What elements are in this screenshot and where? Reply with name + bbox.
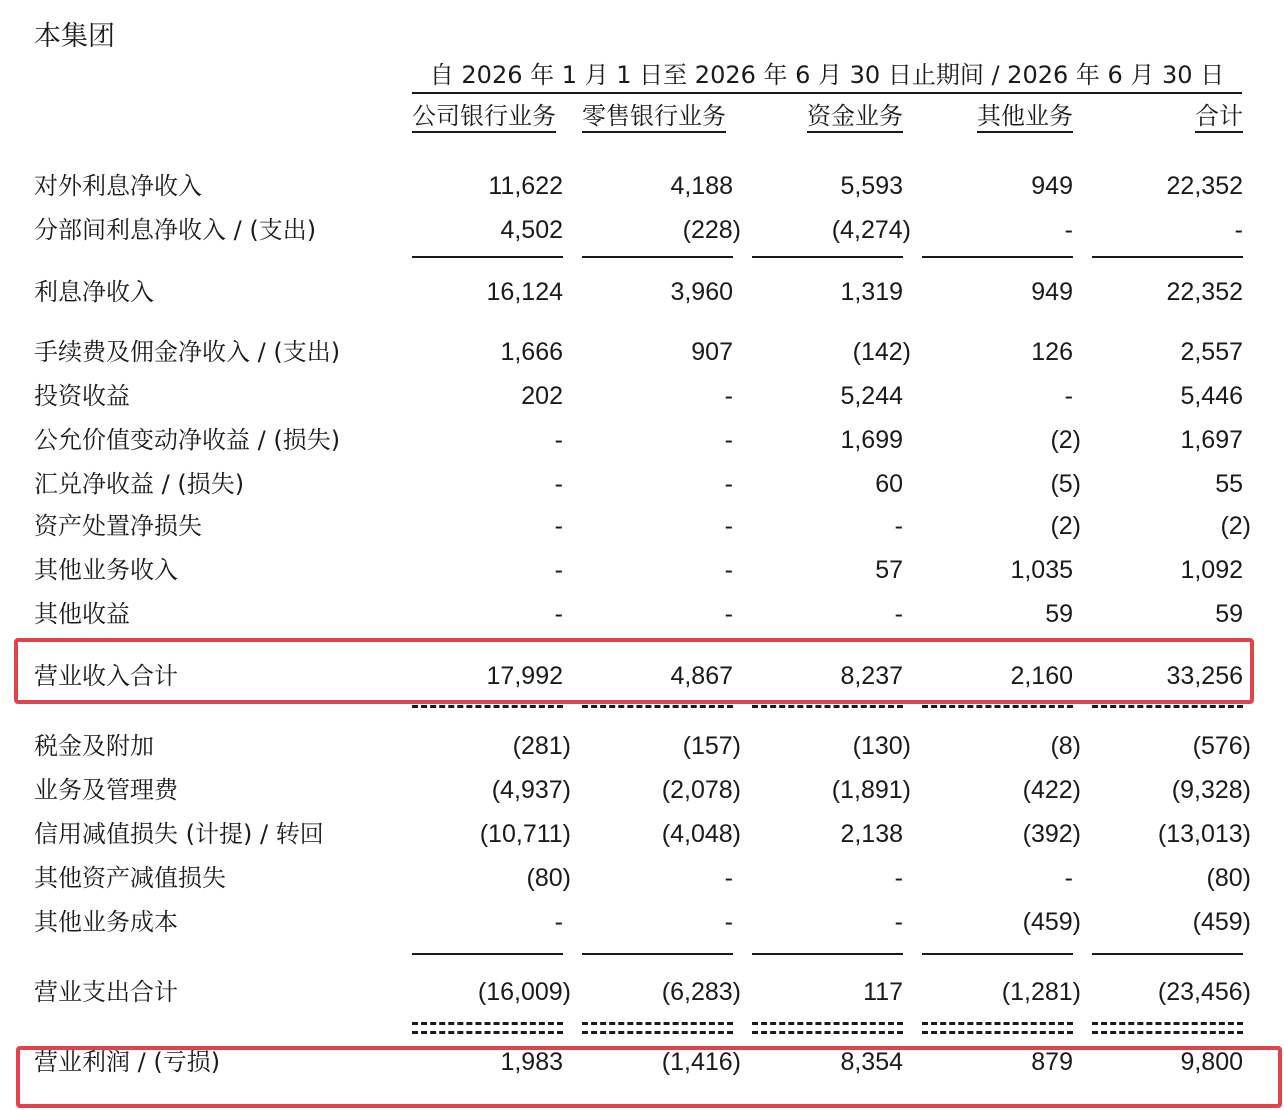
cell-value: 1,699	[840, 426, 903, 454]
cell-value: (16,009)	[477, 978, 571, 1006]
table-row	[0, 168, 1284, 204]
cell-value: (5)	[1050, 470, 1081, 498]
cell-value: -	[1064, 216, 1073, 244]
cell-value: (23,456)	[1157, 978, 1251, 1006]
row-label: 营业利润 / (亏损)	[34, 1048, 221, 1076]
cell-value: 2,160	[1010, 662, 1073, 690]
table-row	[0, 466, 1284, 502]
row-label: 分部间利息净收入 / (支出)	[34, 216, 317, 244]
cell-value: 2,557	[1180, 338, 1243, 366]
cell-value: -	[724, 556, 733, 584]
table-row	[0, 552, 1284, 588]
total-double-rule	[922, 705, 1073, 708]
cell-value: -	[724, 600, 733, 628]
cell-value: 1,983	[500, 1048, 563, 1076]
period-header: 自 2026 年 1 月 1 日至 2026 年 6 月 30 日止期间 / 2026 年 6 月 30 日	[412, 60, 1242, 94]
cell-value: -	[724, 864, 733, 892]
header-other-business: 其他业务	[922, 100, 1073, 132]
cell-value: -	[554, 600, 563, 628]
cell-value: (576)	[1192, 732, 1251, 760]
cell-value: (80)	[526, 864, 571, 892]
cell-value: (281)	[512, 732, 571, 760]
cell-value: -	[554, 470, 563, 498]
cell-value: (142)	[852, 338, 911, 366]
row-label: 信用减值损失 (计提) / 转回	[34, 820, 324, 848]
cell-value: -	[724, 512, 733, 540]
row-label: 营业支出合计	[34, 978, 178, 1006]
total-double-rule	[582, 1022, 733, 1025]
cell-value: 9,800	[1180, 1048, 1243, 1076]
total-double-rule	[412, 1031, 563, 1034]
cell-value: 3,960	[670, 278, 733, 306]
row-label: 手续费及佣金净收入 / (支出)	[34, 338, 341, 366]
cell-value: -	[1234, 216, 1243, 244]
cell-value: -	[894, 512, 903, 540]
cell-value: 5,446	[1180, 382, 1243, 410]
cell-value: (1,281)	[1001, 978, 1081, 1006]
cell-value: (422)	[1022, 776, 1081, 804]
row-label: 对外利息净收入	[34, 172, 202, 200]
cell-value: -	[554, 512, 563, 540]
cell-value: (459)	[1022, 908, 1081, 936]
cell-value: 5,593	[840, 172, 903, 200]
page-title: 本集团	[34, 21, 115, 52]
cell-value: 2,138	[840, 820, 903, 848]
total-double-rule	[752, 1031, 903, 1034]
row-label: 利息净收入	[34, 278, 154, 306]
cell-value: 1,319	[840, 278, 903, 306]
header-treasury: 资金业务	[752, 100, 903, 132]
cell-value: 5,244	[840, 382, 903, 410]
cell-value: 17,992	[486, 662, 563, 690]
cell-value: (4,937)	[491, 776, 571, 804]
header-total: 合计	[1092, 100, 1243, 132]
cell-value: -	[1064, 382, 1073, 410]
cell-value: 59	[1045, 600, 1073, 628]
cell-value: 202	[521, 382, 563, 410]
cell-value: 16,124	[486, 278, 563, 306]
subtotal-rule	[412, 256, 563, 258]
cell-value: (13,013)	[1157, 820, 1251, 848]
cell-value: -	[894, 864, 903, 892]
cell-value: (80)	[1206, 864, 1251, 892]
cell-value: 4,502	[500, 216, 563, 244]
cell-value: 8,237	[840, 662, 903, 690]
table-row	[0, 212, 1284, 248]
table-row	[0, 334, 1284, 370]
table-row	[0, 904, 1284, 940]
cell-value: -	[894, 600, 903, 628]
total-double-rule	[752, 705, 903, 708]
table-row	[0, 274, 1284, 310]
cell-value: 22,352	[1166, 278, 1243, 306]
cell-value: 57	[875, 556, 903, 584]
cell-value: (9,328)	[1171, 776, 1251, 804]
row-label: 其他资产减值损失	[34, 864, 226, 892]
cell-value: (8)	[1050, 732, 1081, 760]
cell-value: (1,891)	[831, 776, 911, 804]
cell-value: (6,283)	[661, 978, 741, 1006]
cell-value: 949	[1031, 278, 1073, 306]
table-row	[0, 728, 1284, 764]
highlight-box-operating-profit	[16, 1046, 1282, 1108]
header-corporate-banking: 公司银行业务	[412, 100, 563, 132]
cell-value: (2)	[1220, 512, 1251, 540]
cell-value: 1,697	[1180, 426, 1243, 454]
cell-value: -	[554, 908, 563, 936]
row-label: 营业收入合计	[34, 662, 178, 690]
row-label: 税金及附加	[34, 732, 154, 760]
cell-value: -	[554, 426, 563, 454]
total-double-rule	[582, 1031, 733, 1034]
cell-value: -	[554, 556, 563, 584]
table-row	[0, 422, 1284, 458]
total-double-rule	[582, 705, 733, 708]
row-label: 投资收益	[34, 382, 130, 410]
cell-value: 60	[875, 470, 903, 498]
cell-value: -	[894, 908, 903, 936]
row-label: 业务及管理费	[34, 776, 178, 804]
cell-value: 22,352	[1166, 172, 1243, 200]
total-double-rule	[1092, 1031, 1243, 1034]
row-label: 资产处置净损失	[34, 512, 202, 540]
subtotal-rule	[752, 256, 903, 258]
total-double-rule	[922, 1022, 1073, 1025]
cell-value: (4,274)	[831, 216, 911, 244]
row-label: 其他收益	[34, 600, 130, 628]
total-double-rule	[412, 705, 563, 708]
table-row	[0, 378, 1284, 414]
subtotal-rule	[922, 953, 1073, 955]
cell-value: (392)	[1022, 820, 1081, 848]
cell-value: 1,666	[500, 338, 563, 366]
cell-value: (2)	[1050, 512, 1081, 540]
total-double-rule	[1092, 705, 1243, 708]
subtotal-rule	[1092, 953, 1243, 955]
cell-value: 1,035	[1010, 556, 1073, 584]
cell-value: (4,048)	[661, 820, 741, 848]
table-row	[0, 974, 1284, 1010]
cell-value: 949	[1031, 172, 1073, 200]
total-double-rule	[752, 1022, 903, 1025]
cell-value: 4,188	[670, 172, 733, 200]
total-double-rule	[412, 1022, 563, 1025]
cell-value: 55	[1215, 470, 1243, 498]
row-label: 汇兑净收益 / (损失)	[34, 470, 245, 498]
table-row	[0, 860, 1284, 896]
subtotal-rule	[582, 256, 733, 258]
cell-value: 59	[1215, 600, 1243, 628]
cell-value: (2,078)	[661, 776, 741, 804]
subtotal-rule	[752, 953, 903, 955]
cell-value: -	[724, 470, 733, 498]
cell-value: (157)	[682, 732, 741, 760]
subtotal-rule	[1092, 256, 1243, 258]
cell-value: 879	[1031, 1048, 1073, 1076]
cell-value: 1,092	[1180, 556, 1243, 584]
cell-value: (10,711)	[479, 820, 571, 848]
table-row	[0, 772, 1284, 808]
cell-value: (1,416)	[661, 1048, 741, 1076]
cell-value: 11,622	[488, 172, 563, 200]
table-row	[0, 508, 1284, 544]
cell-value: (130)	[852, 732, 911, 760]
cell-value: -	[724, 382, 733, 410]
cell-value: -	[1064, 864, 1073, 892]
header-retail-banking: 零售银行业务	[582, 100, 733, 132]
row-label: 其他业务成本	[34, 908, 178, 936]
cell-value: (2)	[1050, 426, 1081, 454]
table-row	[0, 816, 1284, 852]
cell-value: 4,867	[670, 662, 733, 690]
cell-value: 8,354	[840, 1048, 903, 1076]
cell-value: (228)	[682, 216, 741, 244]
cell-value: -	[724, 908, 733, 936]
cell-value: 907	[691, 338, 733, 366]
subtotal-rule	[922, 256, 1073, 258]
row-label: 公允价值变动净收益 / (损失)	[34, 426, 341, 454]
table-row	[0, 596, 1284, 632]
highlight-box-operating-income	[14, 638, 1254, 704]
cell-value: -	[724, 426, 733, 454]
subtotal-rule	[582, 953, 733, 955]
cell-value: 126	[1031, 338, 1073, 366]
row-label: 其他业务收入	[34, 556, 178, 584]
cell-value: 117	[863, 978, 903, 1006]
cell-value: 33,256	[1166, 662, 1243, 690]
subtotal-rule	[412, 953, 563, 955]
total-double-rule	[922, 1031, 1073, 1034]
total-double-rule	[1092, 1022, 1243, 1025]
cell-value: (459)	[1192, 908, 1251, 936]
